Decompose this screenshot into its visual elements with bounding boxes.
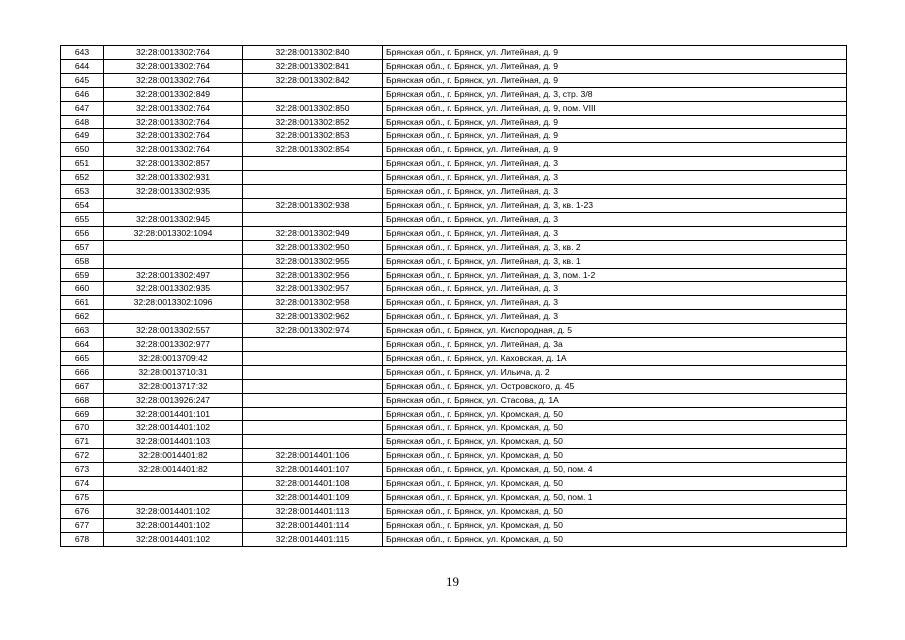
- row-number-cell: 666: [61, 365, 104, 379]
- parcel-number-cell: 32:28:0013302:764: [104, 143, 243, 157]
- address-cell: Брянская обл., г. Брянск, ул. Стасова, д. 1А: [383, 393, 847, 407]
- address-cell: Брянская обл., г. Брянск, ул. Литейная, д. 9: [383, 143, 847, 157]
- object-number-cell: 32:28:0014401:113: [243, 504, 383, 518]
- object-number-cell: [243, 407, 383, 421]
- row-number-cell: 660: [61, 282, 104, 296]
- object-number-cell: 32:28:0014401:109: [243, 491, 383, 505]
- parcel-number-cell: 32:28:0014401:101: [104, 407, 243, 421]
- parcel-number-cell: 32:28:0014401:102: [104, 532, 243, 546]
- object-number-cell: [243, 157, 383, 171]
- address-cell: Брянская обл., г. Брянск, ул. Литейная, д. 3, стр. 3/8: [383, 87, 847, 101]
- property-table: [60, 45, 847, 547]
- row-number-cell: 662: [61, 310, 104, 324]
- object-number-cell: 32:28:0014401:114: [243, 518, 383, 532]
- row-number-cell: 670: [61, 421, 104, 435]
- parcel-number-cell: 32:28:0013717:32: [104, 379, 243, 393]
- parcel-number-cell: 32:28:0013302:931: [104, 171, 243, 185]
- table-row: [61, 268, 847, 282]
- parcel-number-cell: 32:28:0013710:31: [104, 365, 243, 379]
- object-number-cell: [243, 351, 383, 365]
- object-number-cell: [243, 338, 383, 352]
- object-number-cell: [243, 379, 383, 393]
- table-row: [61, 171, 847, 185]
- row-number-cell: 646: [61, 87, 104, 101]
- parcel-number-cell: [104, 240, 243, 254]
- address-cell: Брянская обл., г. Брянск, ул. Кромская, д. 50: [383, 421, 847, 435]
- row-number-cell: 651: [61, 157, 104, 171]
- row-number-cell: 648: [61, 115, 104, 129]
- address-cell: Брянская обл., г. Брянск, ул. Литейная, д. 3: [383, 171, 847, 185]
- object-number-cell: 32:28:0013302:958: [243, 296, 383, 310]
- property-table-body: [61, 46, 847, 547]
- address-cell: Брянская обл., г. Брянск, ул. Кромская, д. 50: [383, 449, 847, 463]
- parcel-number-cell: 32:28:0013302:764: [104, 129, 243, 143]
- row-number-cell: 643: [61, 46, 104, 60]
- address-cell: Брянская обл., г. Брянск, ул. Литейная, д. 9: [383, 46, 847, 60]
- object-number-cell: 32:28:0014401:107: [243, 463, 383, 477]
- table-row: [61, 504, 847, 518]
- parcel-number-cell: 32:28:0014401:82: [104, 449, 243, 463]
- parcel-number-cell: 32:28:0013709:42: [104, 351, 243, 365]
- table-row: [61, 477, 847, 491]
- object-number-cell: 32:28:0013302:852: [243, 115, 383, 129]
- object-number-cell: [243, 421, 383, 435]
- row-number-cell: 677: [61, 518, 104, 532]
- address-cell: Брянская обл., г. Брянск, ул. Литейная, д. 3: [383, 282, 847, 296]
- address-cell: Брянская обл., г. Брянск, ул. Литейная, д. 3: [383, 226, 847, 240]
- address-cell: Брянская обл., г. Брянск, ул. Литейная, д. 3, кв. 2: [383, 240, 847, 254]
- row-number-cell: 645: [61, 73, 104, 87]
- object-number-cell: 32:28:0013302:955: [243, 254, 383, 268]
- object-number-cell: [243, 171, 383, 185]
- address-cell: Брянская обл., г. Брянск, ул. Кромская, д. 50: [383, 504, 847, 518]
- table-row: [61, 393, 847, 407]
- table-row: [61, 310, 847, 324]
- object-number-cell: 32:28:0013302:949: [243, 226, 383, 240]
- address-cell: Брянская обл., г. Брянск, ул. Киспородная, д. 5: [383, 324, 847, 338]
- object-number-cell: [243, 435, 383, 449]
- address-cell: Брянская обл., г. Брянск, ул. Литейная, д. 9: [383, 115, 847, 129]
- row-number-cell: 649: [61, 129, 104, 143]
- parcel-number-cell: [104, 254, 243, 268]
- parcel-number-cell: 32:28:0013302:764: [104, 59, 243, 73]
- row-number-cell: 658: [61, 254, 104, 268]
- address-cell: Брянская обл., г. Брянск, ул. Литейная, д. 3: [383, 310, 847, 324]
- table-row: [61, 212, 847, 226]
- parcel-number-cell: 32:28:0013302:497: [104, 268, 243, 282]
- parcel-number-cell: 32:28:0013926:247: [104, 393, 243, 407]
- parcel-number-cell: [104, 198, 243, 212]
- row-number-cell: 661: [61, 296, 104, 310]
- object-number-cell: [243, 87, 383, 101]
- table-row: [61, 198, 847, 212]
- address-cell: Брянская обл., г. Брянск, ул. Литейная, д. 3, кв. 1: [383, 254, 847, 268]
- table-row: [61, 282, 847, 296]
- object-number-cell: 32:28:0013302:957: [243, 282, 383, 296]
- table-row: [61, 365, 847, 379]
- table-row: [61, 143, 847, 157]
- parcel-number-cell: 32:28:0013302:1094: [104, 226, 243, 240]
- row-number-cell: 669: [61, 407, 104, 421]
- table-row: [61, 296, 847, 310]
- row-number-cell: 663: [61, 324, 104, 338]
- object-number-cell: 32:28:0013302:840: [243, 46, 383, 60]
- object-number-cell: 32:28:0014401:115: [243, 532, 383, 546]
- object-number-cell: 32:28:0013302:853: [243, 129, 383, 143]
- object-number-cell: 32:28:0013302:841: [243, 59, 383, 73]
- parcel-number-cell: [104, 477, 243, 491]
- parcel-number-cell: 32:28:0013302:857: [104, 157, 243, 171]
- row-number-cell: 668: [61, 393, 104, 407]
- address-cell: Брянская обл., г. Брянск, ул. Кромская, д. 50: [383, 518, 847, 532]
- table-row: [61, 254, 847, 268]
- table-row: [61, 115, 847, 129]
- table-row: [61, 73, 847, 87]
- object-number-cell: 32:28:0013302:974: [243, 324, 383, 338]
- row-number-cell: 659: [61, 268, 104, 282]
- row-number-cell: 647: [61, 101, 104, 115]
- table-row: [61, 407, 847, 421]
- address-cell: Брянская обл., г. Брянск, ул. Кромская, д. 50: [383, 435, 847, 449]
- table-row: [61, 324, 847, 338]
- table-row: [61, 59, 847, 73]
- object-number-cell: [243, 365, 383, 379]
- table-row: [61, 351, 847, 365]
- row-number-cell: 653: [61, 185, 104, 199]
- address-cell: Брянская обл., г. Брянск, ул. Литейная, д. 9: [383, 59, 847, 73]
- table-row: [61, 449, 847, 463]
- object-number-cell: 32:28:0013302:950: [243, 240, 383, 254]
- row-number-cell: 676: [61, 504, 104, 518]
- object-number-cell: [243, 212, 383, 226]
- parcel-number-cell: [104, 310, 243, 324]
- object-number-cell: 32:28:0013302:962: [243, 310, 383, 324]
- address-cell: Брянская обл., г. Брянск, ул. Островского, д. 45: [383, 379, 847, 393]
- table-row: [61, 435, 847, 449]
- parcel-number-cell: 32:28:0013302:764: [104, 115, 243, 129]
- parcel-number-cell: 32:28:0013302:935: [104, 185, 243, 199]
- table-row: [61, 338, 847, 352]
- address-cell: Брянская обл., г. Брянск, ул. Литейная, д. 3: [383, 185, 847, 199]
- row-number-cell: 672: [61, 449, 104, 463]
- table-row: [61, 46, 847, 60]
- address-cell: Брянская обл., г. Брянск, ул. Литейная, д. 3: [383, 296, 847, 310]
- row-number-cell: 678: [61, 532, 104, 546]
- object-number-cell: [243, 185, 383, 199]
- address-cell: Брянская обл., г. Брянск, ул. Литейная, д. 9: [383, 129, 847, 143]
- parcel-number-cell: 32:28:0013302:935: [104, 282, 243, 296]
- table-row: [61, 129, 847, 143]
- object-number-cell: 32:28:0014401:108: [243, 477, 383, 491]
- row-number-cell: 674: [61, 477, 104, 491]
- table-row: [61, 532, 847, 546]
- page-number: 19: [446, 574, 459, 589]
- object-number-cell: 32:28:0013302:850: [243, 101, 383, 115]
- table-row: [61, 421, 847, 435]
- row-number-cell: 650: [61, 143, 104, 157]
- row-number-cell: 667: [61, 379, 104, 393]
- table-row: [61, 518, 847, 532]
- address-cell: Брянская обл., г. Брянск, ул. Литейная, д. 3а: [383, 338, 847, 352]
- address-cell: Брянская обл., г. Брянск, ул. Ильича, д. 2: [383, 365, 847, 379]
- address-cell: Брянская обл., г. Брянск, ул. Литейная, д. 3, пом. 1-2: [383, 268, 847, 282]
- object-number-cell: 32:28:0013302:938: [243, 198, 383, 212]
- address-cell: Брянская обл., г. Брянск, ул. Литейная, д. 3: [383, 212, 847, 226]
- parcel-number-cell: 32:28:0013302:945: [104, 212, 243, 226]
- address-cell: Брянская обл., г. Брянск, ул. Кромская, д. 50: [383, 407, 847, 421]
- table-row: [61, 157, 847, 171]
- address-cell: Брянская обл., г. Брянск, ул. Литейная, д. 9, пом. VIII: [383, 101, 847, 115]
- address-cell: Брянская обл., г. Брянск, ул. Кромская, д. 50: [383, 477, 847, 491]
- parcel-number-cell: 32:28:0013302:764: [104, 73, 243, 87]
- address-cell: Брянская обл., г. Брянск, ул. Литейная, д. 9: [383, 73, 847, 87]
- object-number-cell: 32:28:0013302:854: [243, 143, 383, 157]
- object-number-cell: 32:28:0014401:106: [243, 449, 383, 463]
- row-number-cell: 675: [61, 491, 104, 505]
- row-number-cell: 665: [61, 351, 104, 365]
- table-row: [61, 101, 847, 115]
- row-number-cell: 671: [61, 435, 104, 449]
- row-number-cell: 656: [61, 226, 104, 240]
- address-cell: Брянская обл., г. Брянск, ул. Литейная, д. 3, кв. 1-23: [383, 198, 847, 212]
- parcel-number-cell: 32:28:0013302:1096: [104, 296, 243, 310]
- address-cell: Брянская обл., г. Брянск, ул. Кромская, д. 50, пом. 4: [383, 463, 847, 477]
- table-row: [61, 226, 847, 240]
- table-row: [61, 87, 847, 101]
- table-row: [61, 379, 847, 393]
- parcel-number-cell: [104, 491, 243, 505]
- object-number-cell: 32:28:0013302:842: [243, 73, 383, 87]
- row-number-cell: 652: [61, 171, 104, 185]
- row-number-cell: 657: [61, 240, 104, 254]
- object-number-cell: [243, 393, 383, 407]
- table-row: [61, 491, 847, 505]
- address-cell: Брянская обл., г. Брянск, ул. Литейная, д. 3: [383, 157, 847, 171]
- table-row: [61, 463, 847, 477]
- parcel-number-cell: 32:28:0013302:977: [104, 338, 243, 352]
- row-number-cell: 664: [61, 338, 104, 352]
- parcel-number-cell: 32:28:0013302:557: [104, 324, 243, 338]
- row-number-cell: 654: [61, 198, 104, 212]
- parcel-number-cell: 32:28:0014401:102: [104, 421, 243, 435]
- parcel-number-cell: 32:28:0013302:849: [104, 87, 243, 101]
- address-cell: Брянская обл., г. Брянск, ул. Кромская, д. 50: [383, 532, 847, 546]
- object-number-cell: 32:28:0013302:956: [243, 268, 383, 282]
- address-cell: Брянская обл., г. Брянск, ул. Кромская, д. 50, пом. 1: [383, 491, 847, 505]
- parcel-number-cell: 32:28:0014401:103: [104, 435, 243, 449]
- table-row: [61, 185, 847, 199]
- parcel-number-cell: 32:28:0014401:102: [104, 518, 243, 532]
- table-row: [61, 240, 847, 254]
- address-cell: Брянская обл., г. Брянск, ул. Каховская, д. 1А: [383, 351, 847, 365]
- parcel-number-cell: 32:28:0014401:82: [104, 463, 243, 477]
- row-number-cell: 644: [61, 59, 104, 73]
- parcel-number-cell: 32:28:0013302:764: [104, 101, 243, 115]
- parcel-number-cell: 32:28:0013302:764: [104, 46, 243, 60]
- parcel-number-cell: 32:28:0014401:102: [104, 504, 243, 518]
- row-number-cell: 655: [61, 212, 104, 226]
- row-number-cell: 673: [61, 463, 104, 477]
